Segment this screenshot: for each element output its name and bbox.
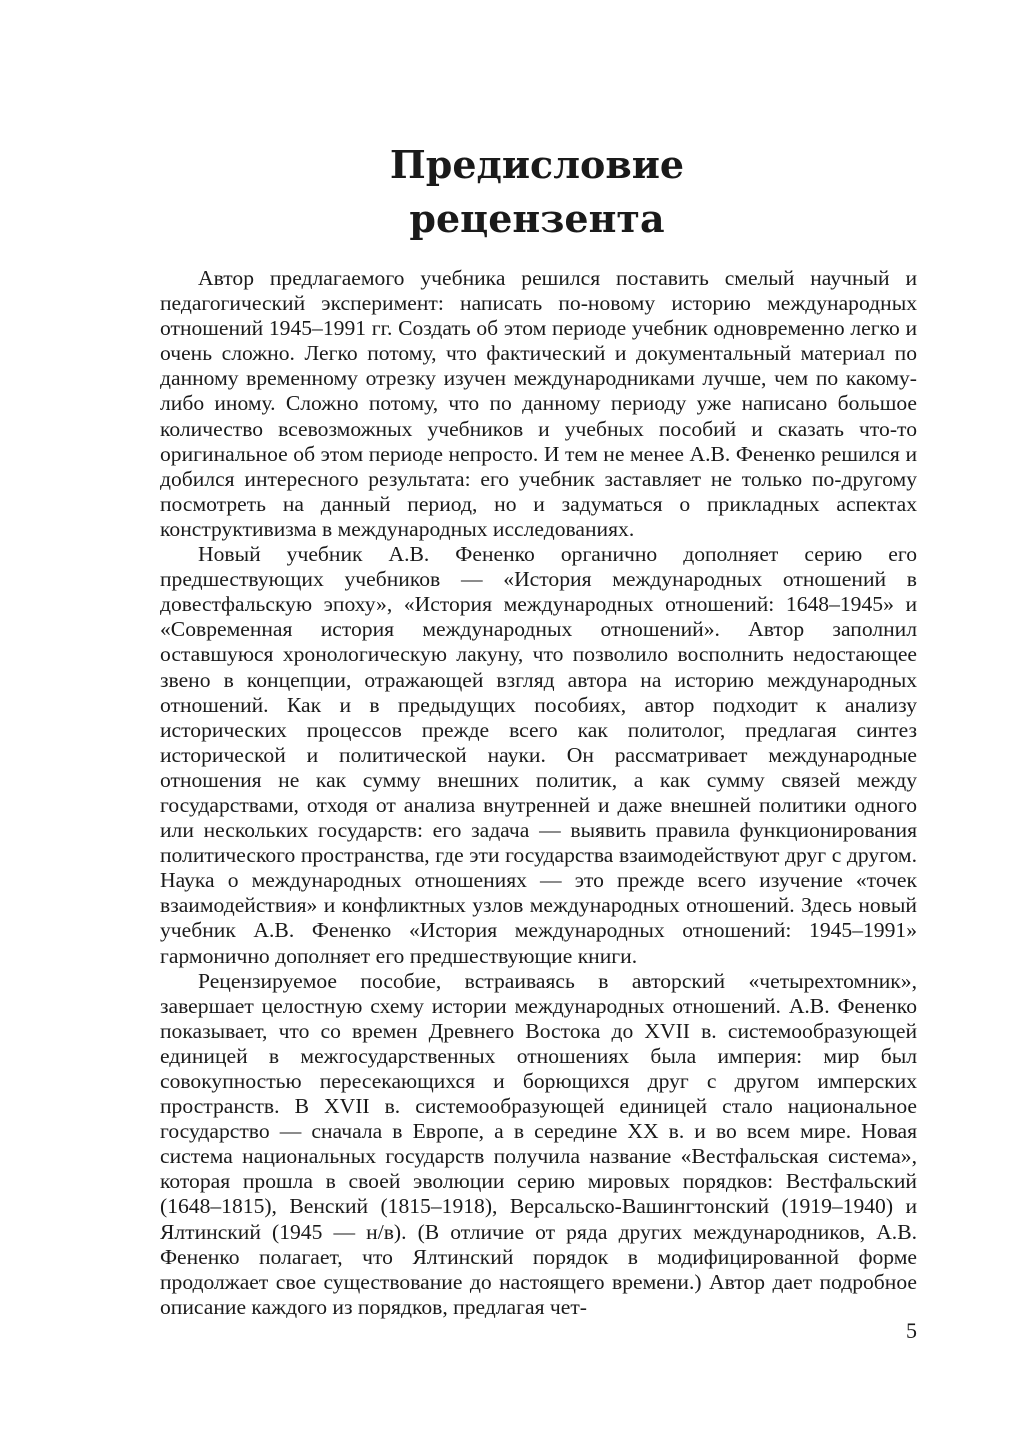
page-title (0, 138, 1034, 246)
paragraph-2: Новый учебник А.В. Фененко органично дополняет серию его предшествующих учебников — «История международных отношений в довестфальскую эпоху», «История международных отношений: 1648–1945» и «Современная история международных отношений». Автор заполнил оставшуюся хронологическую лакуну, что позволило восполнить недостающее звено в концепции, отражающей взгляд автора на историю международных отношений. Как и в предыдущих пособиях, автор подходит к анализу исторических процессов прежде всего как политолог, предлагая синтез исторической и политической науки. Он рассматривает международные отношения не как сумму внешних политик, а как сумму связей между государствами, отходя от анализа внутренней и даже внешней политики одного или нескольких государств: его задача — выявить правила функционирования политического пространства, где эти государства взаимодействуют друг с другом. Наука о международных отношениях — это прежде всего изучение «точек взаимодействия» и конфликтных узлов международных отношений. Здесь новый учебник А.В. Фененко «История международных отношений: 1945–1991» гармонично дополняет его предшествующие книги. (160, 542, 917, 968)
body-text (160, 266, 917, 1320)
page-title-line-1: Предисловие (389, 142, 685, 187)
paragraph-3: Рецензируемое пособие, встраиваясь в авторский «четырехтомник», завершает целостную схему истории международных отношений. А.В. Фененко показывает, что со времен Древнего Востока до XVII в. системообразующей единицей в межгосударственных отношениях была империя: мир был совокупностью пересекающихся и борющихся друг с другом имперских пространств. В XVII в. системообразующей единицей стало национальное государство — сначала в Европе, а в середине XX в. и во всем мире. Новая система национальных государств получила название «Вестфальская система», которая прошла в своей эволюции серию мировых порядков: Вестфальский (1648–1815), Венский (1815–1918), Версальско-Вашингтонский (1919–1940) и Ялтинский (1945 — н/в). (В отличие от ряда других международников, А.В. Фененко полагает, что Ялтинский порядок в модифицированной форме продолжает свое существование до настоящего времени.) Автор дает подробное описание каждого из порядков, предлагая чет- (160, 968, 917, 1319)
paragraph-1: Автор предлагаемого учебника решился поставить смелый научный и педагогический эксперимент: написать по-новому историю международных отношений 1945–1991 гг. Создать об этом периоде учебник одновременно легко и очень сложно. Легко потому, что фактический и документальный материал по данному временному отрезку изучен международниками лучше, чем по какому-либо иному. Сложно потому, что по данному периоду уже написано большое количество всевозможных учебников и учебных пособий и сказать что-то оригинальное об этом периоде непросто. И тем не менее А.В. Фененко решился и добился интересного результата: его учебник заставляет не только по-другому посмотреть на данный период, но и задуматься о прикладных аспектах конструктивизма в международных исследованиях. (160, 266, 917, 541)
page-number: 5 (906, 1318, 917, 1343)
page-title-line-2: рецензента (409, 196, 665, 241)
